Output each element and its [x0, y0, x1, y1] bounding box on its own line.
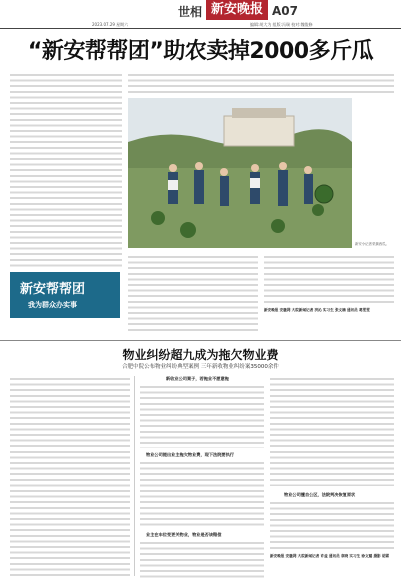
main-headline: “新安帮帮团”助农卖掉2000多斤瓜 — [27, 39, 374, 64]
article-byline: 新安晚报 安徽网 大皖新闻记者 洪沁 实习生 张文楠 通讯员 葛雯雯 — [264, 308, 370, 312]
article-text-top-right — [128, 72, 394, 94]
article-text-lower-right — [264, 254, 394, 304]
article-separator — [0, 340, 401, 341]
help-group-logo-title: 新安帮帮团 — [20, 282, 86, 297]
second-headline: 物业纠纷超九成为拖欠物业费 — [122, 348, 279, 362]
article2-byline: 新安晚报 安徽网 大皖新闻记者 许益 通讯员 章晓 实习生 徐文璐 摄影 胡霖 — [270, 554, 390, 558]
editor-credits: 编辑:胡大为 组版:冯瑞 校对:魏俊修 — [250, 22, 313, 27]
article2-text-right-1 — [270, 376, 394, 486]
newspaper-logo: 新安晚报 — [206, 0, 268, 20]
masthead-rule — [0, 28, 401, 29]
article2-subtitle-2: 物业公司提出业主拖欠物业费，现下法院要执行 — [146, 452, 234, 457]
article2-text-mid-3 — [140, 540, 264, 578]
article-text-lower-mid — [128, 254, 258, 334]
page-number: A07 — [272, 4, 298, 18]
article2-subtitle-1: 新收业公司案子，若拖业不愿意拖 — [166, 376, 229, 381]
section-name: 世相 — [178, 5, 203, 19]
masthead — [0, 0, 401, 27]
watermelon-photo — [128, 98, 352, 248]
issue-date: 2023.07.29 星期六 — [92, 22, 129, 27]
help-group-logo-subtitle: 我为群众办实事 — [28, 301, 77, 309]
article2-subtitle-4: 物业公司擅自公区，法院判决恢复原状 — [284, 492, 356, 497]
second-subheadline: 合肥中院公布物业纠纷典型案例 三年新收物业纠纷案35000余件 — [122, 364, 279, 370]
article2-text-mid-1 — [140, 384, 264, 448]
article2-text-mid-2 — [140, 460, 264, 528]
article2-text-left — [10, 376, 130, 576]
article-text-left — [10, 72, 122, 267]
column-divider — [134, 376, 135, 576]
photo-caption: 新安小记者采摘西瓜。 — [355, 242, 389, 246]
article2-subtitle-3: 业主在车位变更关物业，物业是否该赔偿 — [146, 532, 222, 537]
article2-text-right-2 — [270, 500, 394, 550]
